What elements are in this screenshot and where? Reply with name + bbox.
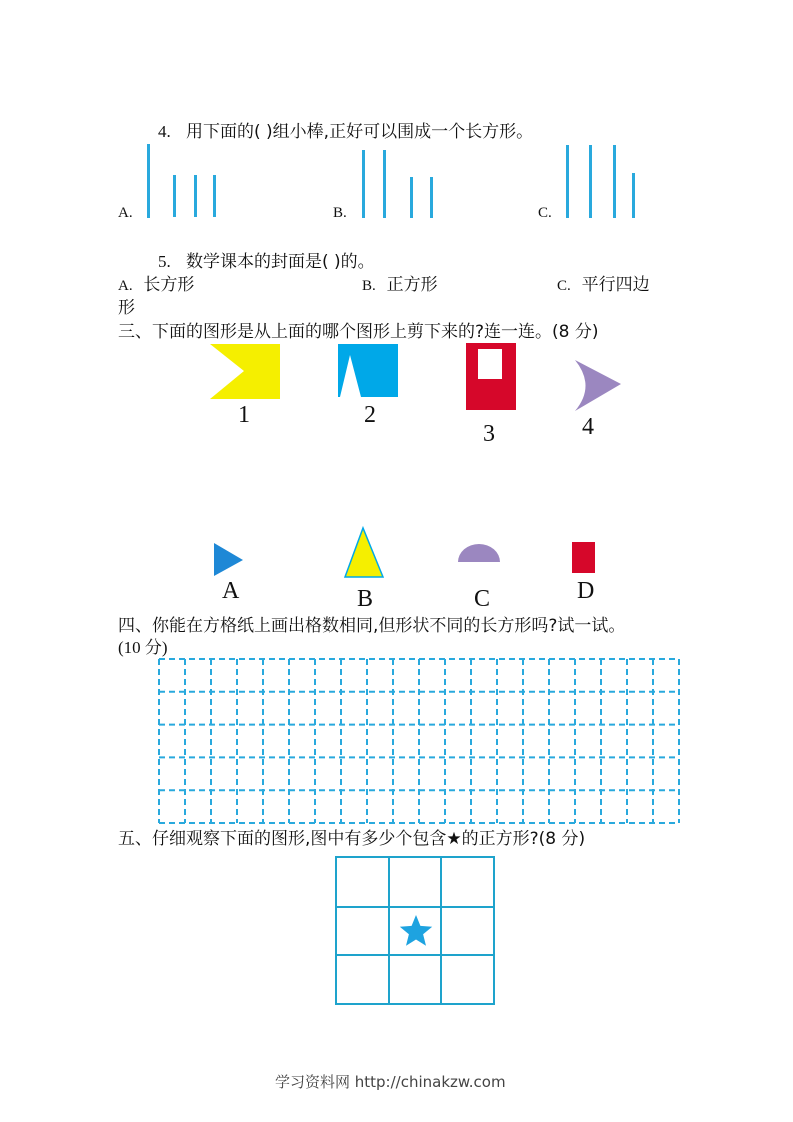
section5-title: 五、仔细观察下面的图形,图中有多少个包含★的正方形?(8 分) (118, 829, 586, 849)
q5-number: 5. (158, 252, 171, 271)
q5-option-b: B. 正方形 (362, 275, 438, 295)
q5-option-c: C. 平行四边 (557, 275, 650, 295)
q4-text: 用下面的( )组小棒,正好可以围成一个长方形。 (186, 122, 534, 142)
star-icon (400, 915, 432, 946)
q5-text: 数学课本的封面是( )的。 (186, 252, 375, 272)
label-c: C (474, 586, 491, 612)
label-d: D (577, 578, 595, 604)
label-1: 1 (238, 402, 250, 428)
label-a: A (222, 578, 240, 604)
footer-text[interactable]: 学习资料网 http://chinakzw.com (275, 1073, 506, 1091)
q4-option-c: C. (538, 205, 552, 221)
label-2: 2 (364, 402, 376, 428)
label-3: 3 (483, 421, 495, 447)
q4-option-a: A. (118, 205, 133, 221)
section4-title: 四、你能在方格纸上画出格数相同,但形状不同的长方形吗?试一试。 (118, 616, 626, 636)
section3-title: 三、下面的图形是从上面的哪个图形上剪下来的?连一连。(8 分) (118, 322, 599, 342)
q4-number: 4. (158, 122, 171, 141)
q5-option-a: A. 长方形 (118, 275, 195, 295)
label-4: 4 (582, 414, 594, 440)
q4-option-b: B. (333, 205, 347, 221)
section4-score: (10 分) (118, 638, 168, 657)
q5-option-c-wrap: 形 (118, 298, 135, 318)
label-b: B (357, 586, 374, 612)
